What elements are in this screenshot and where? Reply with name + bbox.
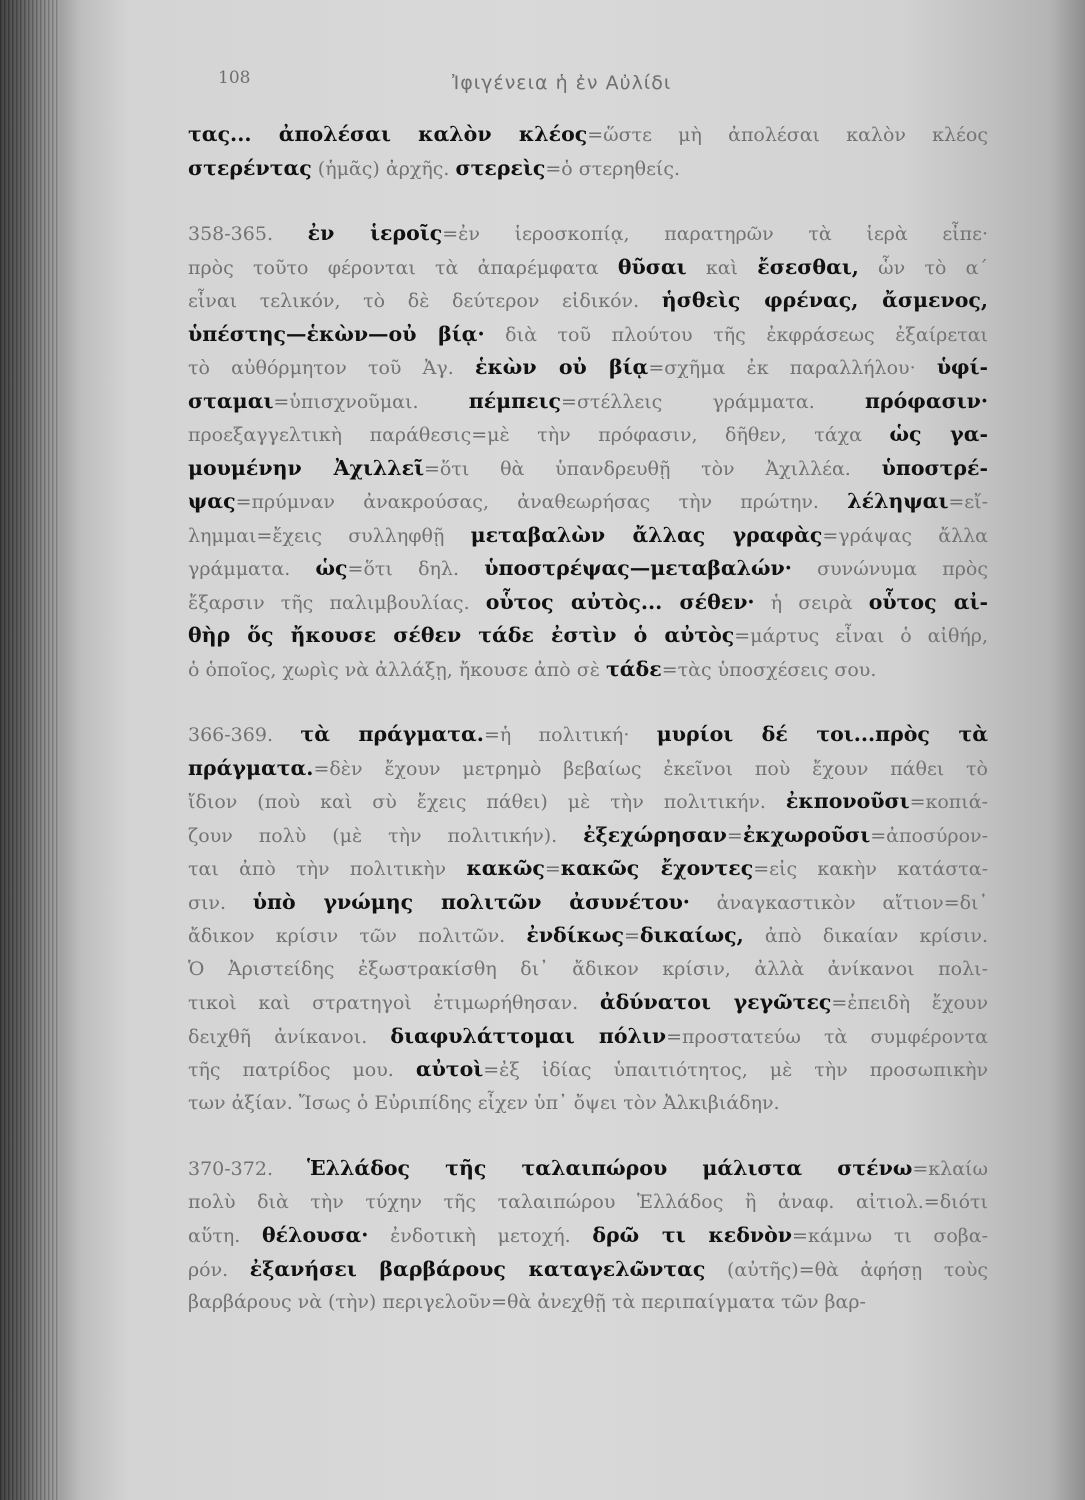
text-line xyxy=(188,452,988,486)
gloss-text: τὸ αὐθόρμητον τοῦ Ἀγ. xyxy=(188,357,475,379)
text-line xyxy=(188,586,988,620)
lemma-term: πρόφασιν· xyxy=(864,388,988,413)
lemma-term: ὑπὸ γνώμης πολιτῶν ἀσυνέτου· xyxy=(252,889,690,914)
text-line xyxy=(188,653,988,687)
gloss-text: =μάρτυς εἶναι ὁ αἰθήρ, xyxy=(734,625,988,647)
text-line xyxy=(188,318,988,352)
text-line xyxy=(188,418,988,452)
gloss-text: ἔξαρσιν τῆς παλιμβουλίας. xyxy=(188,591,486,614)
lemma-term: Ἑλλάδος τῆς ταλαιπώρου μάλιστα στένω xyxy=(307,1156,913,1180)
gloss-text: δειχθῆ ἀνίκανοι. xyxy=(188,1025,391,1048)
lemma-term: ἐξανήσει βαρβάρους καταγελῶντας xyxy=(249,1256,706,1281)
gloss-text: =στέλλεις γράμματα. xyxy=(561,390,865,413)
gloss-text: γράμματα. xyxy=(188,558,316,580)
gloss-text: = xyxy=(726,824,743,847)
text-line xyxy=(188,1053,988,1087)
text-line xyxy=(188,752,988,786)
lemma-term: μουμένην Ἀχιλλεῖ xyxy=(188,455,425,480)
lemma-term: θῦσαι xyxy=(617,254,687,279)
gloss-text: σιν. xyxy=(188,891,253,914)
text-line xyxy=(188,852,988,886)
gloss-text: =ἐν ἱεροσκοπίᾳ, παρατηρῶν τὰ ἱερὰ εἶπε· xyxy=(442,223,988,245)
gloss-text: =ἐξ ἰδίας ὑπαιτιότητος, μὲ τὴν προσωπικὴν xyxy=(483,1059,988,1081)
running-title: Ἰφιγένεια ἡ ἐν Αὐλίδι xyxy=(452,72,672,94)
gloss-text: ἄδικον κρίσιν τῶν πολιτῶν. xyxy=(188,925,527,947)
gloss-text: =ὁ στερηθείς. xyxy=(545,157,681,180)
gloss-text: πρὸς τοῦτο φέρονται τὰ ἀπαρέμφατα xyxy=(188,256,618,279)
gloss-text: =εἰς κακὴν κατάστα- xyxy=(753,858,988,880)
text-line xyxy=(188,251,988,285)
lemma-term: ἐκχωροῦσι xyxy=(742,822,871,847)
gloss-text: ἀπὸ δικαίαν κρίσιν. xyxy=(743,925,988,947)
text-line xyxy=(188,1020,988,1054)
gloss-text: πολὺ διὰ τὴν τύχην τῆς ταλαιπώρου Ἑλλάδος ἢ ἀναφ. αἰτιολ.=διότι xyxy=(188,1190,988,1213)
text-line xyxy=(188,1152,988,1186)
gloss-text: =ἐπειδὴ ἔχουν xyxy=(831,992,988,1014)
lemma-term: αὐτοὶ xyxy=(415,1057,484,1081)
text-line xyxy=(188,552,988,586)
gloss-text: ὧν τὸ α´ xyxy=(858,256,988,279)
gloss-text: (ἡμᾶς) ἀρχῆς. xyxy=(311,157,456,180)
lemma-term: οὗτος αἰ- xyxy=(868,589,988,614)
lemma-term: τὰ πράγματα. xyxy=(300,722,484,746)
text-line xyxy=(188,819,988,853)
text-line xyxy=(188,284,988,318)
gloss-text: Ὁ Ἀριστείδης ἐξωστρακίσθη δι᾿ ἄδικον κρίσιν, ἀλλὰ ἀνίκανοι πολι- xyxy=(188,957,988,980)
text-line xyxy=(188,986,988,1020)
gloss-text: =σχῆμα ἐκ παραλλήλου· xyxy=(648,357,937,379)
lemma-term: λέληψαι xyxy=(847,489,949,513)
lemma-term: ἐν ἱεροῖς xyxy=(307,221,443,245)
text-line xyxy=(188,1253,988,1287)
lemma-term: σταμαι xyxy=(188,388,274,413)
gloss-text: =ὥστε μὴ ἀπολέσαι καλὸν κλέος xyxy=(587,124,988,146)
text-line xyxy=(188,351,988,385)
gloss-text: αὕτη. xyxy=(188,1225,262,1247)
lemma-term: ἔσεσθαι, xyxy=(757,254,859,279)
gloss-text: ἡ σειρὰ xyxy=(754,591,869,614)
gloss-text: (αὐτῆς)=θὰ ἀφήσῃ τοὺς xyxy=(705,1258,988,1281)
lemma-term: τας... ἀπολέσαι καλὸν κλέος xyxy=(188,122,588,146)
commentary-paragraph xyxy=(188,718,988,1120)
text-line xyxy=(188,1087,988,1121)
lemma-term: ὑφί- xyxy=(936,355,988,379)
gloss-text: ὁ ὁποῖος, χωρὶς νὰ ἀλλάξῃ, ἤκουσε ἀπὸ σὲ xyxy=(188,658,606,681)
gloss-text: ἀναγκαστικὸν αἴτιον=δι᾿ xyxy=(689,891,988,914)
commentary-paragraph xyxy=(188,1152,988,1320)
gloss-text: 370-372. xyxy=(188,1158,308,1180)
lemma-term: ὡς xyxy=(315,556,348,580)
commentary-body xyxy=(188,118,988,1352)
page-number: 108 xyxy=(218,68,251,88)
gloss-text: =εἴ- xyxy=(948,491,988,513)
gloss-text: συνώνυμα πρὸς xyxy=(791,558,988,580)
text-line xyxy=(188,1219,988,1253)
text-line xyxy=(188,1286,988,1320)
lemma-term: δικαίως, xyxy=(639,923,744,947)
gloss-text: =δὲν ἔχουν μετρημὸ βεβαίως ἐκεῖνοι ποὺ ἔχουν πάθει τὸ xyxy=(313,757,988,780)
lemma-term: πράγματα. xyxy=(188,755,314,780)
lemma-term: ὡς γα- xyxy=(889,422,988,446)
lemma-term: κακῶς ἔχοντες xyxy=(560,856,754,880)
lemma-term: ἐξεχώρησαν xyxy=(583,822,727,847)
lemma-term: στερεὶς xyxy=(455,155,546,180)
gloss-text: προεξαγγελτικὴ παράθεσις=μὲ τὴν πρόφασιν, δῆθεν, τάχα xyxy=(188,424,890,446)
lemma-term: δρῶ τι κεδνὸν xyxy=(592,1223,793,1247)
gloss-text: = xyxy=(544,858,561,880)
gloss-text: =ἡ πολιτική· xyxy=(483,724,657,746)
gloss-text: τῆς πατρίδος μου. xyxy=(188,1059,416,1081)
gloss-text: =ὅτι δηλ. xyxy=(347,558,485,580)
lemma-term: ὑποστρέψας—μεταβαλών· xyxy=(484,556,792,580)
lemma-term: ἡσθεὶς φρένας, ἄσμενος, xyxy=(661,288,988,312)
gloss-text: των ἀξίαν. Ἴσως ὁ Εὐριπίδης εἶχεν ὑπ᾿ ὄψει τὸν Ἀλκιβιάδην. xyxy=(188,1091,780,1114)
lemma-term: ἀδύνατοι γεγῶτες xyxy=(599,990,832,1014)
gloss-text: =κάμνω τι σοβα- xyxy=(792,1225,988,1247)
lemma-term: κακῶς xyxy=(466,856,545,880)
gloss-text: =γράψας ἄλλα xyxy=(822,524,988,547)
text-line xyxy=(188,485,988,519)
gloss-text: =κοπιά- xyxy=(909,791,988,813)
gloss-text: λημμαι=ἔχεις συλληφθῇ xyxy=(188,524,471,547)
lemma-term: στερέντας xyxy=(188,155,312,180)
gloss-text: ἐνδοτικὴ μετοχή. xyxy=(368,1225,593,1247)
text-line xyxy=(188,953,988,987)
gloss-text: =προστατεύω τὰ συμφέροντα xyxy=(666,1025,988,1048)
lemma-term: τάδε xyxy=(605,656,662,681)
text-line xyxy=(188,217,988,251)
text-line xyxy=(188,886,988,920)
gloss-text: =κλαίω xyxy=(912,1158,988,1180)
lemma-term: μεταβαλὼν ἄλλας γραφὰς xyxy=(470,522,823,547)
gloss-text: ζουν πολὺ (μὲ τὴν πολιτικήν). xyxy=(188,824,584,847)
lemma-term: ἑκὼν οὐ βίᾳ xyxy=(474,355,649,379)
gloss-text: = xyxy=(624,925,640,947)
commentary-paragraph xyxy=(188,217,988,686)
text-line xyxy=(188,519,988,553)
text-line xyxy=(188,118,988,152)
lemma-term: πέμπεις xyxy=(468,388,562,413)
lemma-term: ὑποστρέ- xyxy=(881,455,988,480)
lemma-term: ψας xyxy=(188,489,236,513)
lemma-term: ὑπέστης—ἑκὼν—οὐ βίᾳ· xyxy=(188,321,485,346)
gloss-text: διὰ τοῦ πλούτου τῆς ἐκφράσεως ἐξαίρεται xyxy=(484,323,988,346)
text-line xyxy=(188,619,988,653)
gloss-text: 366-369. xyxy=(188,724,301,746)
gloss-text: ται ἀπὸ τὴν πολιτικὴν xyxy=(188,858,467,880)
lemma-term: θέλουσα· xyxy=(261,1223,369,1247)
gloss-text: ἴδιον (ποὺ καὶ σὺ ἔχεις πάθει) μὲ τὴν πολιτικήν. xyxy=(188,791,786,813)
gloss-text: =ὅτι θὰ ὑπανδρευθῇ τὸν Ἀχιλλέα. xyxy=(424,457,882,480)
gloss-text: εἶναι τελικόν, τὸ δὲ δεύτερον εἰδικόν. xyxy=(188,290,662,312)
commentary-paragraph xyxy=(188,118,988,185)
text-line xyxy=(188,152,988,186)
text-line xyxy=(188,919,988,953)
gloss-text: =τὰς ὑποσχέσεις σου. xyxy=(661,658,877,681)
gloss-text: βαρβάρους νὰ (τὴν) περιγελοῦν=θὰ ἀνεχθῇ τὰ περιπαίγματα τῶν βαρ- xyxy=(188,1291,866,1313)
lemma-term: ἐκπονοῦσι xyxy=(785,789,910,813)
gloss-text: τικοὶ καὶ στρατηγοὶ ἐτιμωρήθησαν. xyxy=(188,992,600,1014)
text-line xyxy=(188,718,988,752)
gloss-text: =ἀποσύρον- xyxy=(870,824,988,847)
gloss-text: καὶ xyxy=(686,256,758,279)
lemma-term: θὴρ ὅς ἤκουσε σέθεν τάδε ἐστὶν ὁ αὐτὸς xyxy=(188,623,735,647)
text-line xyxy=(188,1186,988,1220)
gloss-text: 358-365. xyxy=(188,223,308,245)
gloss-text: =ὑπισχνοῦμαι. xyxy=(273,390,469,413)
lemma-term: μυρίοι δέ τοι...πρὸς τὰ xyxy=(656,722,988,746)
lemma-term: οὗτος αὐτὸς... σέθεν· xyxy=(485,589,755,614)
gloss-text: ρόν. xyxy=(188,1258,250,1281)
running-header xyxy=(0,68,1085,98)
text-line xyxy=(188,385,988,419)
lemma-term: ἐνδίκως xyxy=(526,923,625,947)
text-line xyxy=(188,785,988,819)
lemma-term: διαφυλάττομαι πόλιν xyxy=(390,1023,667,1048)
gloss-text: =πρύμναν ἀνακρούσας, ἀναθεωρήσας τὴν πρώτην. xyxy=(235,491,848,513)
